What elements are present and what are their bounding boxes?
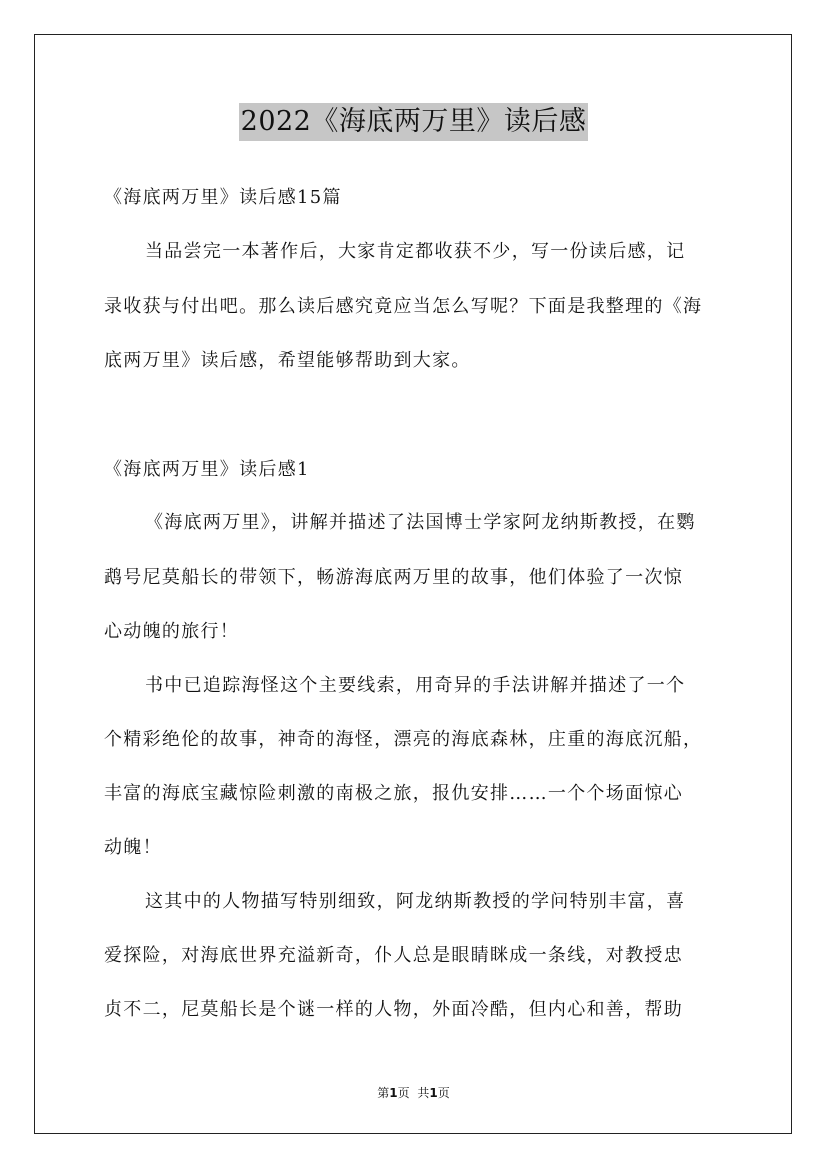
title-container bbox=[0, 103, 827, 141]
body-line-3: 心动魄的旅行！ bbox=[104, 621, 240, 642]
page-footer bbox=[0, 1084, 827, 1101]
body-line-1: 《海底两万里》，讲解并描述了法国博士学家阿龙纳斯教授，在鹦 bbox=[145, 512, 696, 533]
document-title: 2022《海底两万里》读后感 bbox=[239, 103, 589, 141]
body-line-2: 鹉号尼莫船长的带领下，畅游海底两万里的故事，他们体验了一次惊 bbox=[104, 567, 683, 588]
document-subtitle: 《海底两万里》读后感15篇 bbox=[104, 187, 342, 208]
body-line-10: 贞不二，尼莫船长是个谜一样的人物，外面冷酷，但内心和善，帮助 bbox=[104, 999, 683, 1020]
footer-page-suffix: 页 bbox=[397, 1086, 410, 1100]
footer-page-prefix: 第 bbox=[377, 1086, 390, 1100]
body-line-5: 个精彩绝伦的故事，神奇的海怪，漂亮的海底森林，庄重的海底沉船， bbox=[104, 729, 703, 750]
footer-total-pages: 1 bbox=[429, 1086, 438, 1100]
footer-total-prefix: 共 bbox=[417, 1086, 430, 1100]
body-line-7: 动魄！ bbox=[104, 837, 162, 858]
footer-total-suffix: 页 bbox=[437, 1086, 450, 1100]
intro-line-1: 当品尝完一本著作后，大家肯定都收获不少，写一份读后感，记 bbox=[145, 241, 686, 262]
body-line-8: 这其中的人物描写特别细致，阿龙纳斯教授的学问特别丰富，喜 bbox=[145, 891, 686, 912]
body-line-9: 爱探险，对海底世界充溢新奇，仆人总是眼睛眯成一条线，对教授忠 bbox=[104, 945, 683, 966]
footer-page-number: 1 bbox=[389, 1086, 398, 1100]
body-line-4: 书中已追踪海怪这个主要线索，用奇异的手法讲解并描述了一个 bbox=[145, 675, 686, 696]
body-line-6: 丰富的海底宝藏惊险刺激的南极之旅，报仇安排……一个个场面惊心 bbox=[104, 783, 683, 804]
intro-line-2: 录收获与付出吧。那么读后感究竟应当怎么写呢？下面是我整理的《海 bbox=[104, 296, 703, 317]
section-heading: 《海底两万里》读后感1 bbox=[104, 459, 310, 480]
intro-line-3: 底两万里》读后感，希望能够帮助到大家。 bbox=[104, 350, 471, 371]
